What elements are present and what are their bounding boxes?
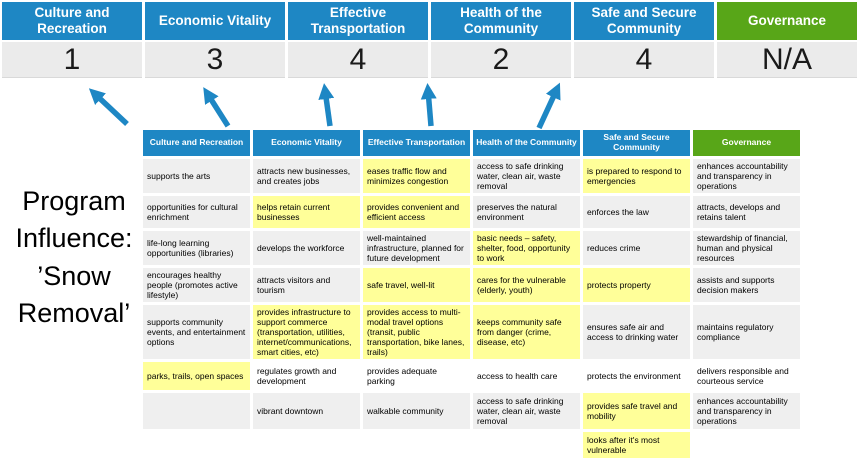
score-effective-transportation: 4 [288, 42, 428, 78]
category-header-effective-transportation: Effective Transportation [288, 2, 428, 40]
matrix-cell: attracts, develops and retains talent [693, 196, 800, 228]
matrix-cell: looks after it's most vulnerable [583, 432, 690, 458]
matrix-cell: provides safe travel and mobility [583, 393, 690, 429]
criteria-matrix [140, 127, 803, 461]
matrix-cell: well-maintained infrastructure, planned for future development [363, 231, 470, 265]
matrix-cell: protects the environment [583, 362, 690, 390]
matrix-cell: reduces crime [583, 231, 690, 265]
matrix-cell: eases traffic flow and minimizes congestion [363, 159, 470, 193]
matrix-row [143, 362, 800, 390]
matrix-cell: life-long learning opportunities (libraries) [143, 231, 250, 265]
matrix-row [143, 231, 800, 265]
matrix-row [143, 432, 800, 458]
matrix-cell [363, 432, 470, 458]
matrix-row [143, 393, 800, 429]
category-header-economic-vitality: Economic Vitality [145, 2, 285, 40]
program-influence-title [0, 183, 148, 332]
program-title-line: ’Snow [37, 260, 111, 291]
influence-arrow [428, 90, 431, 126]
matrix-cell: opportunities for cultural enrichment [143, 196, 250, 228]
score-safe-secure: 4 [574, 42, 714, 78]
matrix-cell: enhances accountability and transparency in operations [693, 393, 800, 429]
matrix-col-header: Health of the Community [473, 130, 580, 156]
matrix-cell: assists and supports decision makers [693, 268, 800, 302]
matrix-col-header: Effective Transportation [363, 130, 470, 156]
category-header-governance: Governance [717, 2, 857, 40]
matrix-cell: cares for the vulnerable (elderly, youth) [473, 268, 580, 302]
program-title-line: Removal’ [17, 297, 131, 328]
matrix-cell: provides access to multi-modal travel options (transit, public transportation, bike lanes, trails) [363, 305, 470, 359]
category-header-safe-secure: Safe and Secure Community [574, 2, 714, 40]
program-title-line: Influence: [15, 223, 133, 254]
influence-arrow [94, 93, 127, 124]
matrix-cell: enforces the law [583, 196, 690, 228]
matrix-row [143, 196, 800, 228]
matrix-cell: delivers responsible and courteous service [693, 362, 800, 390]
matrix-cell [143, 432, 250, 458]
matrix-cell: helps retain current businesses [253, 196, 360, 228]
score-economic-vitality: 3 [145, 42, 285, 78]
matrix-cell: supports community events, and entertainment options [143, 305, 250, 359]
matrix-cell [693, 432, 800, 458]
program-title-line: Program [22, 186, 126, 216]
matrix-cell: enhances accountability and transparency in operations [693, 159, 800, 193]
summary-band [2, 2, 857, 78]
matrix-cell: parks, trails, open spaces [143, 362, 250, 390]
matrix-row [143, 159, 800, 193]
score-governance: N/A [717, 42, 857, 78]
matrix-cell: attracts new businesses, and creates jobs [253, 159, 360, 193]
matrix-row [143, 268, 800, 302]
matrix-cell: walkable community [363, 393, 470, 429]
matrix-col-header: Economic Vitality [253, 130, 360, 156]
matrix-cell: supports the arts [143, 159, 250, 193]
matrix-cell: stewardship of financial, human and physical resources [693, 231, 800, 265]
matrix-cell: basic needs – safety, shelter, food, opportunity to work [473, 231, 580, 265]
matrix-col-header: Culture and Recreation [143, 130, 250, 156]
matrix-cell: vibrant downtown [253, 393, 360, 429]
matrix-cell [473, 432, 580, 458]
matrix-cell [253, 432, 360, 458]
matrix-col-header: Safe and Secure Community [583, 130, 690, 156]
matrix-cell: maintains regulatory compliance [693, 305, 800, 359]
matrix-col-header: Governance [693, 130, 800, 156]
category-header-health-community: Health of the Community [431, 2, 571, 40]
matrix-cell: provides infrastructure to support commerce (transportation, utilities, internet/communications, smart cities, etc) [253, 305, 360, 359]
score-health-community: 2 [431, 42, 571, 78]
matrix-cell: keeps community safe from danger (crime, disease, etc) [473, 305, 580, 359]
matrix-cell: encourages healthy people (promotes active lifestyle) [143, 268, 250, 302]
matrix-body [143, 159, 800, 458]
matrix-cell: provides adequate parking [363, 362, 470, 390]
matrix-cell: regulates growth and development [253, 362, 360, 390]
matrix-cell: develops the workforce [253, 231, 360, 265]
matrix-cell: ensures safe air and access to drinking water [583, 305, 690, 359]
matrix-cell: preserves the natural environment [473, 196, 580, 228]
influence-arrow [325, 90, 330, 126]
influence-arrows [0, 73, 859, 133]
matrix-cell: attracts visitors and tourism [253, 268, 360, 302]
score-culture-recreation: 1 [2, 42, 142, 78]
influence-arrow [539, 89, 557, 128]
influence-arrow [207, 93, 228, 126]
matrix-cell [143, 393, 250, 429]
matrix-cell: access to safe drinking water, clean air, waste removal [473, 159, 580, 193]
matrix-cell: access to health care [473, 362, 580, 390]
matrix-cell: protects property [583, 268, 690, 302]
matrix-cell: safe travel, well-lit [363, 268, 470, 302]
matrix-cell: provides convenient and efficient access [363, 196, 470, 228]
matrix-cell: is prepared to respond to emergencies [583, 159, 690, 193]
matrix-header-row [143, 130, 800, 156]
matrix-cell: access to safe drinking water, clean air, waste removal [473, 393, 580, 429]
category-header-culture-recreation: Culture and Recreation [2, 2, 142, 40]
matrix-row [143, 305, 800, 359]
